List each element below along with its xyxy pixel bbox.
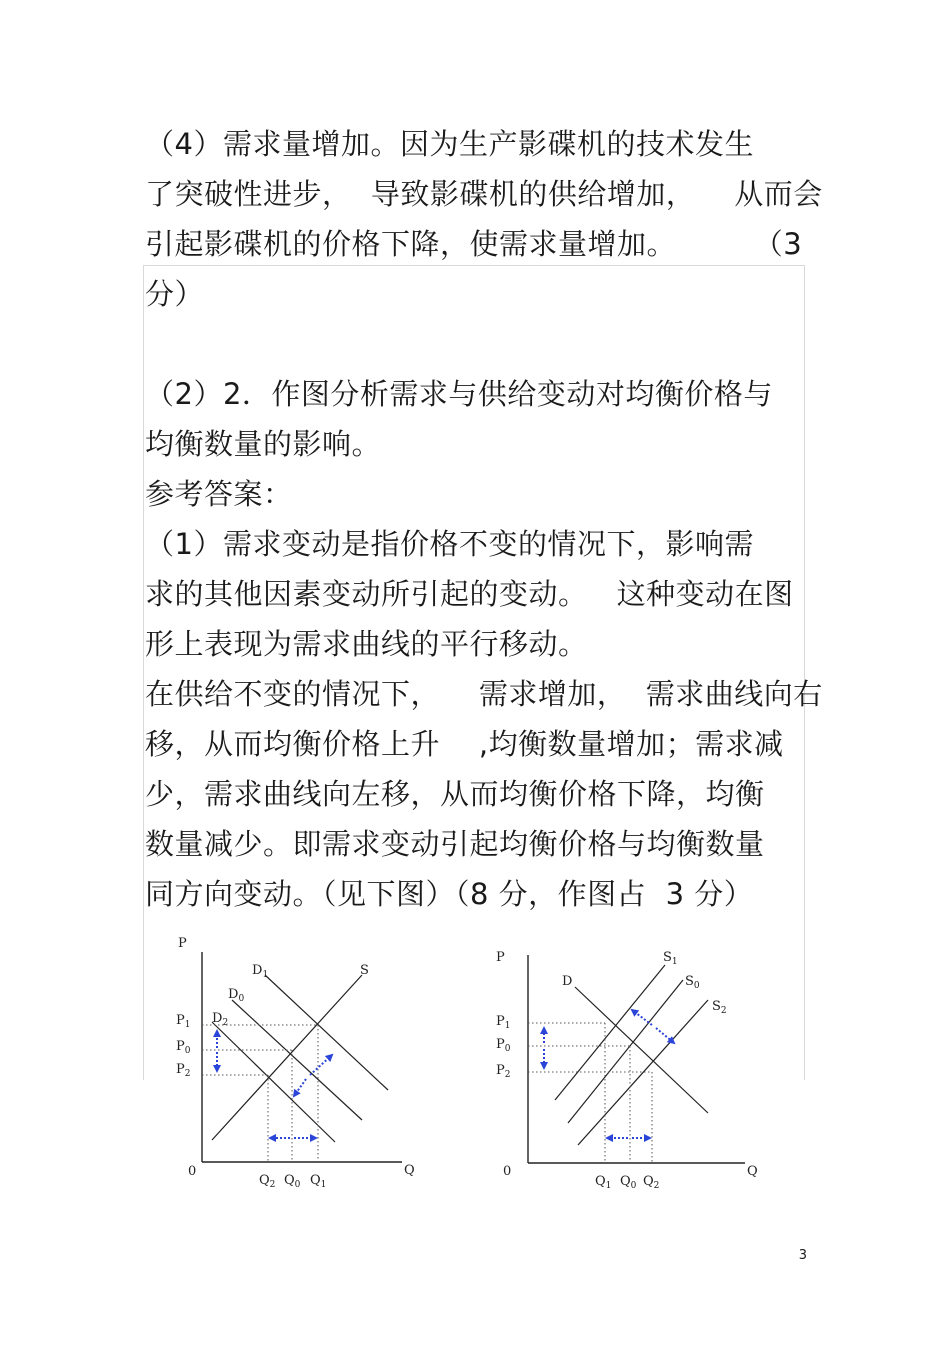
demand-shift-graph <box>170 930 430 1195</box>
left-price-p0: $P_0$ <box>176 1039 191 1056</box>
answer-line-4: 在供给不变的情况下， 需求增加， 需求曲线向右 <box>145 677 823 711</box>
answer-label: 参考答案： <box>145 477 293 511</box>
right-supply-s0 <box>568 980 683 1123</box>
right-qty-q1: $Q_1$ <box>595 1174 612 1191</box>
supply-shift-graph <box>490 935 770 1200</box>
left-demand-d2 <box>212 1022 335 1142</box>
right-origin-label: 0 <box>503 1164 512 1179</box>
right-demand-curve <box>575 987 708 1113</box>
left-qty-q2: $Q_2$ <box>259 1173 276 1190</box>
para4-line-4: 分） <box>145 277 205 311</box>
right-qty-q0: $Q_0$ <box>620 1174 637 1191</box>
left-origin-label: 0 <box>188 1164 197 1179</box>
left-shift-arrow-ne <box>310 1055 332 1075</box>
para4-line-1: （4）需求量增加。因为生产影碟机的技术发生 <box>145 127 754 161</box>
right-label-s2: $S_2$ <box>712 999 727 1016</box>
left-price-p1: $P_1$ <box>176 1013 191 1030</box>
right-label-d: D <box>562 974 573 989</box>
question-line-1: （2）2．作图分析需求与供给变动对均衡价格与 <box>145 377 773 411</box>
left-label-d0: $D_0$ <box>228 987 245 1004</box>
left-price-p2: $P_2$ <box>176 1062 191 1079</box>
left-q-axis-label: Q <box>404 1163 415 1178</box>
left-demand-d1 <box>265 975 388 1090</box>
left-label-d1: $D_1$ <box>252 963 269 980</box>
right-price-p1: $P_1$ <box>496 1014 511 1031</box>
left-p-axis-label: P <box>178 936 187 951</box>
answer-line-6: 少，需求曲线向左移，从而均衡价格下降，均衡 <box>145 777 765 811</box>
answer-line-2: 求的其他因素变动所引起的变动。 这种变动在图 <box>145 577 794 611</box>
question-line-2: 均衡数量的影响。 <box>145 427 382 461</box>
right-label-s1: $S_1$ <box>663 950 678 967</box>
right-label-s0: $S_0$ <box>685 974 700 991</box>
right-q-axis-label: Q <box>747 1164 758 1179</box>
left-qty-q1: $Q_1$ <box>310 1173 327 1190</box>
answer-line-8: 同方向变动。（见下图）（8 分，作图占 3 分） <box>145 877 754 911</box>
para4-line-3: 引起影碟机的价格下降，使需求量增加。 （3 <box>145 227 803 261</box>
answer-line-7: 数量减少。即需求变动引起均衡价格与均衡数量 <box>145 827 765 861</box>
left-label-s: S <box>360 963 369 978</box>
left-qty-q0: $Q_0$ <box>284 1173 301 1190</box>
answer-line-5: 移，从而均衡价格上升 ,均衡数量增加；需求减 <box>145 727 784 761</box>
right-p-axis-label: P <box>496 950 505 965</box>
answer-line-3: 形上表现为需求曲线的平行移动。 <box>145 627 588 661</box>
right-price-p0: $P_0$ <box>496 1037 511 1054</box>
para4-line-2: 了突破性进步， 导致影碟机的供给增加， 从而会 <box>145 177 823 211</box>
right-price-p2: $P_2$ <box>496 1063 511 1080</box>
left-label-d2: $D_2$ <box>212 1011 229 1028</box>
answer-line-1: （1）需求变动是指价格不变的情况下，影响需 <box>145 527 754 561</box>
frame-left-line <box>143 265 144 1080</box>
right-qty-q2: $Q_2$ <box>643 1174 660 1191</box>
left-shift-arrow-sw <box>294 1079 306 1096</box>
page-number: 3 <box>798 1248 807 1263</box>
